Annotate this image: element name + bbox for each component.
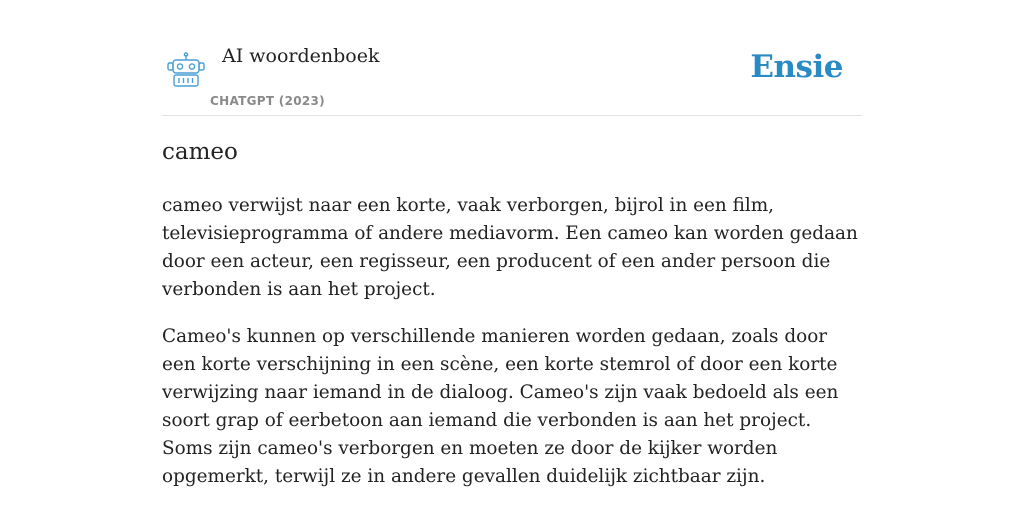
- ensie-logo-link[interactable]: Ensie: [750, 49, 843, 85]
- definition-paragraph-1: cameo verwijst naar een korte, vaak verborgen, bijrol in een film, televisieprogramma of andere mediavorm. Een cameo kan worden gedaan door een acteur, een regisseur, een producent of een ander persoon die verbonden is aan het project.: [162, 195, 858, 300]
- entry-term: cameo: [162, 139, 238, 165]
- entry-definition: [162, 192, 862, 510]
- robot-icon: [166, 52, 206, 88]
- dictionary-header: [162, 0, 862, 116]
- dictionary-source: CHATGPT (2023): [210, 94, 325, 108]
- dictionary-title[interactable]: AI woordenboek: [222, 45, 380, 67]
- page-container: [162, 0, 862, 487]
- definition-paragraph-2: Cameo's kunnen op verschillende manieren worden gedaan, zoals door een korte verschijning in een scène, een korte stemrol of door een korte verwijzing naar iemand in de dialoog. Cameo's zijn vaak bedoeld als een soort grap of eerbetoon aan iemand die verbonden is aan het project. Soms zijn cameo's verborgen en moeten ze door de kijker worden opgemerkt, terwijl ze in andere gevallen duidelijk zichtbaar zijn.: [162, 326, 839, 487]
